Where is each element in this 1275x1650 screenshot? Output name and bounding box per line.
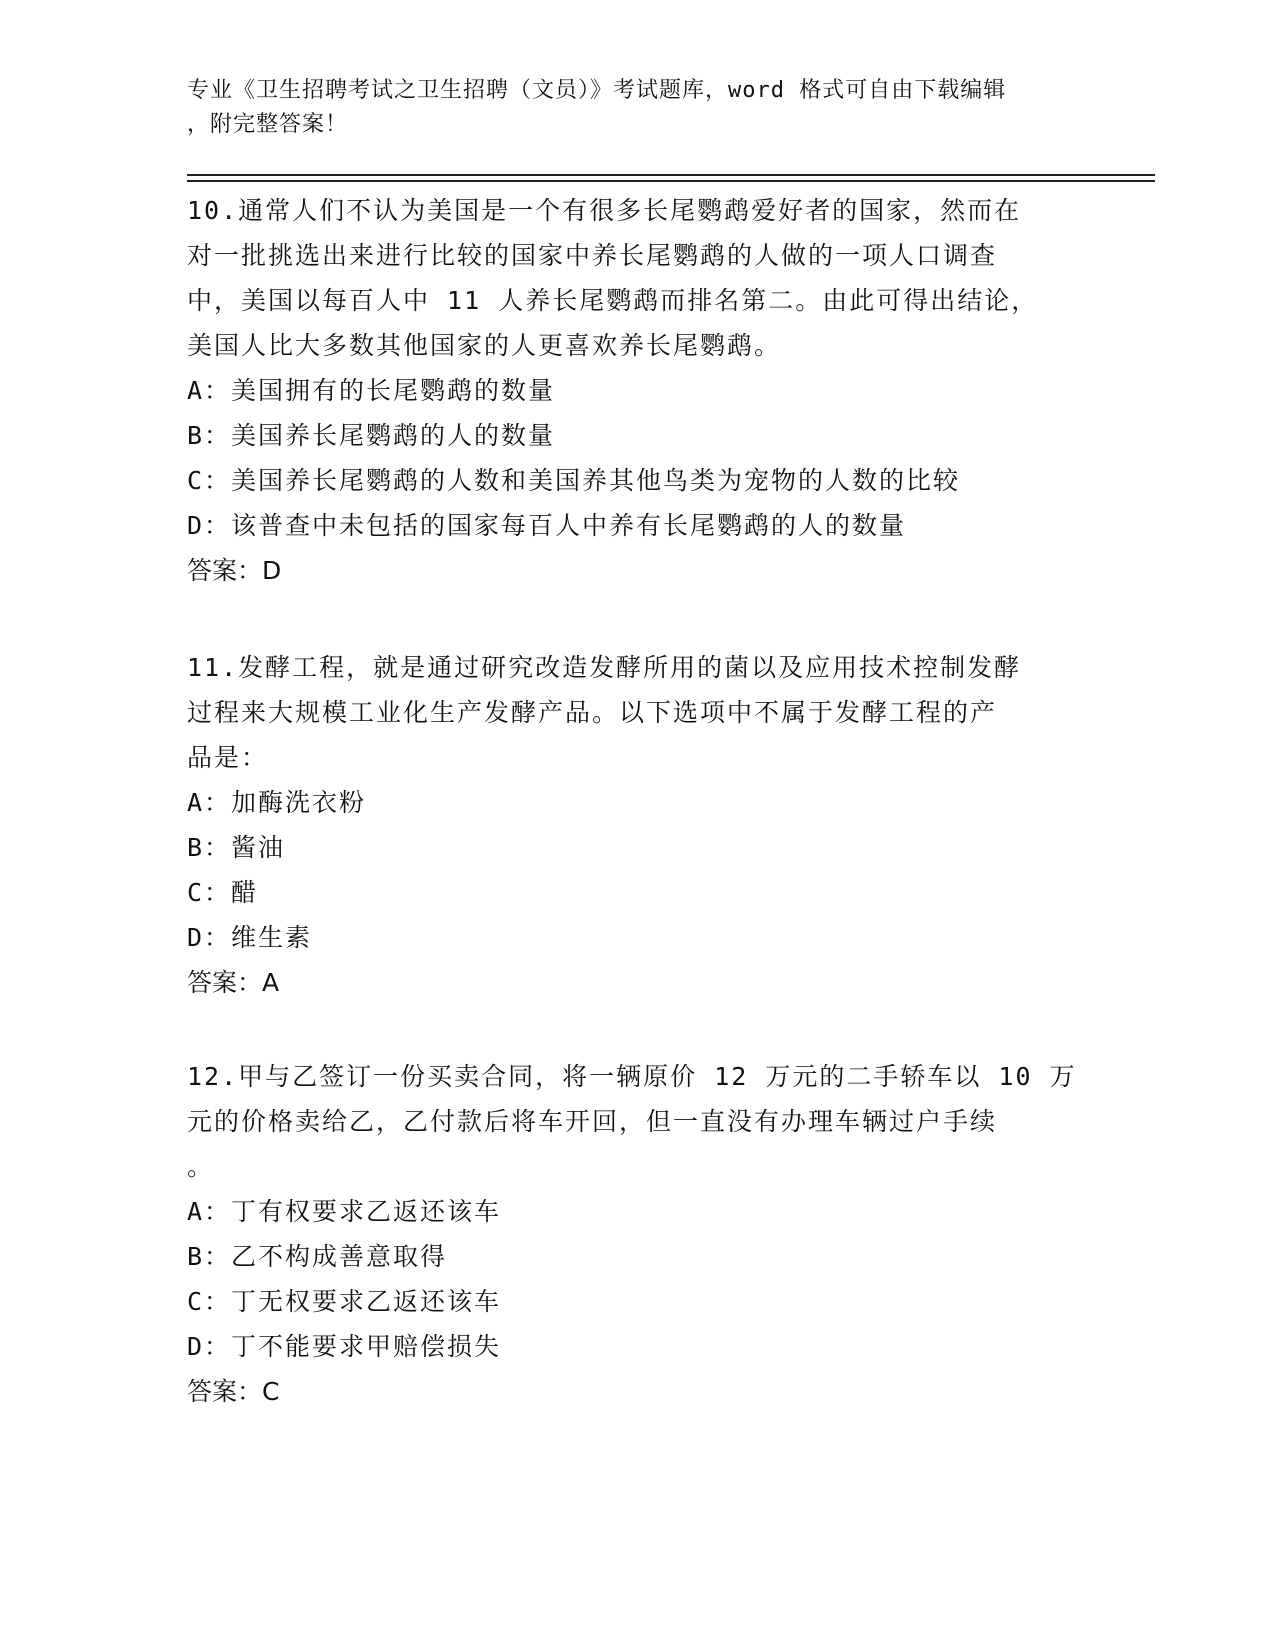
question-stem-line: 中，美国以每百人中 11 人养长尾鹦鹉而排名第二。由此可得出结论，: [187, 286, 1039, 315]
question-stem-line: 10.通常人们不认为美国是一个有很多长尾鹦鹉爱好者的国家，然而在: [187, 196, 1022, 225]
answer-label: 答案：A: [187, 968, 280, 997]
question-stem-line: 品是：: [187, 743, 269, 772]
header-divider-top: [187, 174, 1155, 176]
question-stem-line: 美国人比大多数其他国家的人更喜欢养长尾鹦鹉。: [187, 331, 782, 360]
option-a: A：丁有权要求乙返还该车: [187, 1197, 502, 1226]
option-b: B：酱油: [187, 833, 286, 862]
option-b: B：美国养长尾鹦鹉的人的数量: [187, 421, 556, 450]
question-stem-line: 元的价格卖给乙，乙付款后将车开回，但一直没有办理车辆过户手续: [187, 1107, 998, 1136]
option-c: C：醋: [187, 878, 259, 907]
option-d: D：丁不能要求甲赔偿损失: [187, 1332, 502, 1361]
header-line-2: ，附完整答案！: [187, 112, 349, 137]
header-divider-bottom: [187, 180, 1155, 182]
option-a: A：加酶洗衣粉: [187, 788, 367, 817]
answer-label: 答案：C: [187, 1377, 280, 1406]
answer-label: 答案：D: [187, 556, 282, 585]
option-c: C：美国养长尾鹦鹉的人数和美国养其他鸟类为宠物的人数的比较: [187, 466, 961, 495]
header-line-1: 专业《卫生招聘考试之卫生招聘（文员）》考试题库，word 格式可自由下载编辑: [187, 78, 1007, 103]
question-11: [187, 645, 1087, 1005]
question-stem-line: 12.甲与乙签订一份买卖合同，将一辆原价 12 万元的二手轿车以 10 万: [187, 1062, 1077, 1091]
question-stem-line: 11.发酵工程，就是通过研究改造发酵所用的菌以及应用技术控制发酵: [187, 653, 1022, 682]
question-12: [187, 1054, 1087, 1414]
question-stem-line: 对一批挑选出来进行比较的国家中养长尾鹦鹉的人做的一项人口调查: [187, 241, 998, 270]
question-stem-line: 过程来大规模工业化生产发酵产品。以下选项中不属于发酵工程的产: [187, 698, 998, 727]
document-header: [187, 74, 1087, 142]
option-a: A：美国拥有的长尾鹦鹉的数量: [187, 376, 556, 405]
option-b: B：乙不构成善意取得: [187, 1242, 448, 1271]
option-c: C：丁无权要求乙返还该车: [187, 1287, 502, 1316]
question-stem-line: 。: [187, 1152, 215, 1181]
option-d: D：维生素: [187, 923, 313, 952]
question-10: [187, 188, 1087, 593]
option-d: D：该普查中未包括的国家每百人中养有长尾鹦鹉的人的数量: [187, 511, 907, 540]
